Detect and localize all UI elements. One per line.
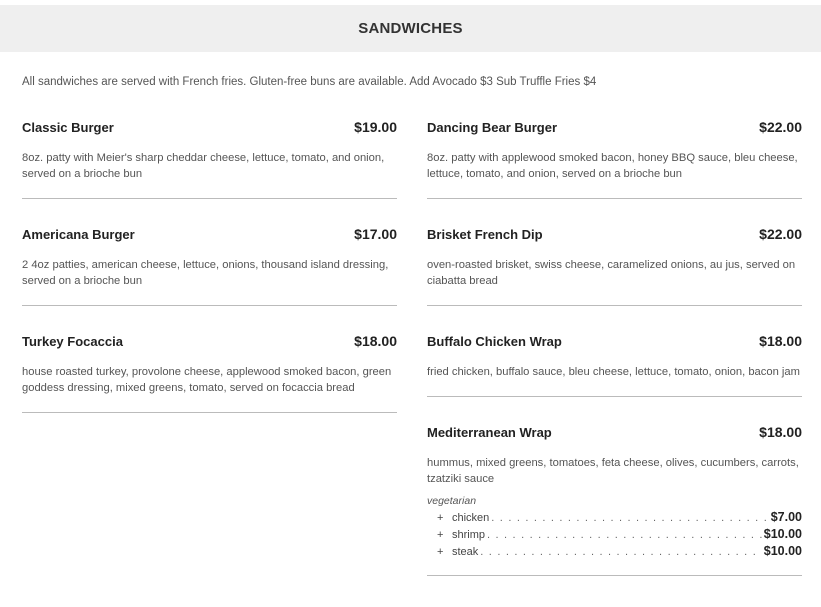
- plus-icon: +: [437, 546, 444, 558]
- plus-icon: +: [437, 529, 444, 541]
- section-title: SANDWICHES: [358, 20, 463, 37]
- menu-item: [427, 217, 802, 306]
- addon-list: [427, 495, 802, 575]
- item-price: $22.00: [759, 119, 802, 135]
- addon-price: $7.00: [770, 510, 802, 524]
- item-price: $18.00: [354, 333, 397, 349]
- addon-price: $10.00: [763, 527, 802, 541]
- addon-label: steak: [452, 546, 479, 558]
- item-description: hummus, mixed greens, tomatoes, feta cheese, olives, cucumbers, carrots, tzatziki sauce: [427, 457, 799, 485]
- addon-label: shrimp: [452, 529, 486, 541]
- section-header: [0, 5, 821, 52]
- menu-item: [427, 415, 802, 576]
- addon-price: $10.00: [763, 544, 802, 558]
- addon-row: [427, 544, 802, 561]
- addon-note: vegetarian: [427, 495, 477, 507]
- menu-item: [427, 324, 802, 397]
- item-name: Americana Burger: [22, 227, 135, 242]
- menu-column-right: [427, 110, 802, 594]
- menu-item: [427, 110, 802, 199]
- item-description: 2 4oz patties, american cheese, lettuce, onions, thousand island dressing, served on a brioche bun: [22, 259, 389, 287]
- menu-item: [22, 324, 397, 413]
- item-description: fried chicken, buffalo sauce, bleu cheese, lettuce, tomato, onion, bacon jam: [427, 366, 800, 378]
- item-description: house roasted turkey, provolone cheese, applewood smoked bacon, green goddess dressing, mixed greens, tomato, served on focaccia bread: [22, 366, 392, 394]
- item-name: Mediterranean Wrap: [427, 425, 552, 440]
- menu-item: [22, 110, 397, 199]
- item-price: $22.00: [759, 226, 802, 242]
- item-description: oven-roasted brisket, swiss cheese, caramelized onions, au jus, served on ciabatta bread: [427, 259, 796, 287]
- item-price: $18.00: [759, 333, 802, 349]
- section-intro: All sandwiches are served with French fries. Gluten-free buns are available. Add Avocado $3 Sub Truffle Fries $4: [22, 76, 597, 88]
- item-name: Turkey Focaccia: [22, 334, 123, 349]
- addon-row: [427, 510, 802, 527]
- addon-label: chicken: [452, 512, 490, 524]
- addon-row: [427, 527, 802, 544]
- dot-leader: [480, 546, 761, 558]
- item-price: $18.00: [759, 424, 802, 440]
- item-description: 8oz. patty with applewood smoked bacon, honey BBQ sauce, bleu cheese, lettuce, tomato, and onion, served on a brioche bun: [427, 152, 798, 180]
- menu-item: [22, 217, 397, 306]
- dot-leader: [487, 529, 762, 541]
- item-name: Dancing Bear Burger: [427, 120, 558, 135]
- item-price: $17.00: [354, 226, 397, 242]
- dot-leader: [491, 512, 768, 524]
- item-name: Brisket French Dip: [427, 227, 543, 242]
- menu-column-left: [22, 110, 397, 431]
- item-description: 8oz. patty with Meier's sharp cheddar cheese, lettuce, tomato, and onion, served on a brioche bun: [22, 152, 385, 180]
- item-name: Classic Burger: [22, 120, 114, 135]
- item-price: $19.00: [354, 119, 397, 135]
- item-name: Buffalo Chicken Wrap: [427, 334, 562, 349]
- plus-icon: +: [437, 512, 444, 524]
